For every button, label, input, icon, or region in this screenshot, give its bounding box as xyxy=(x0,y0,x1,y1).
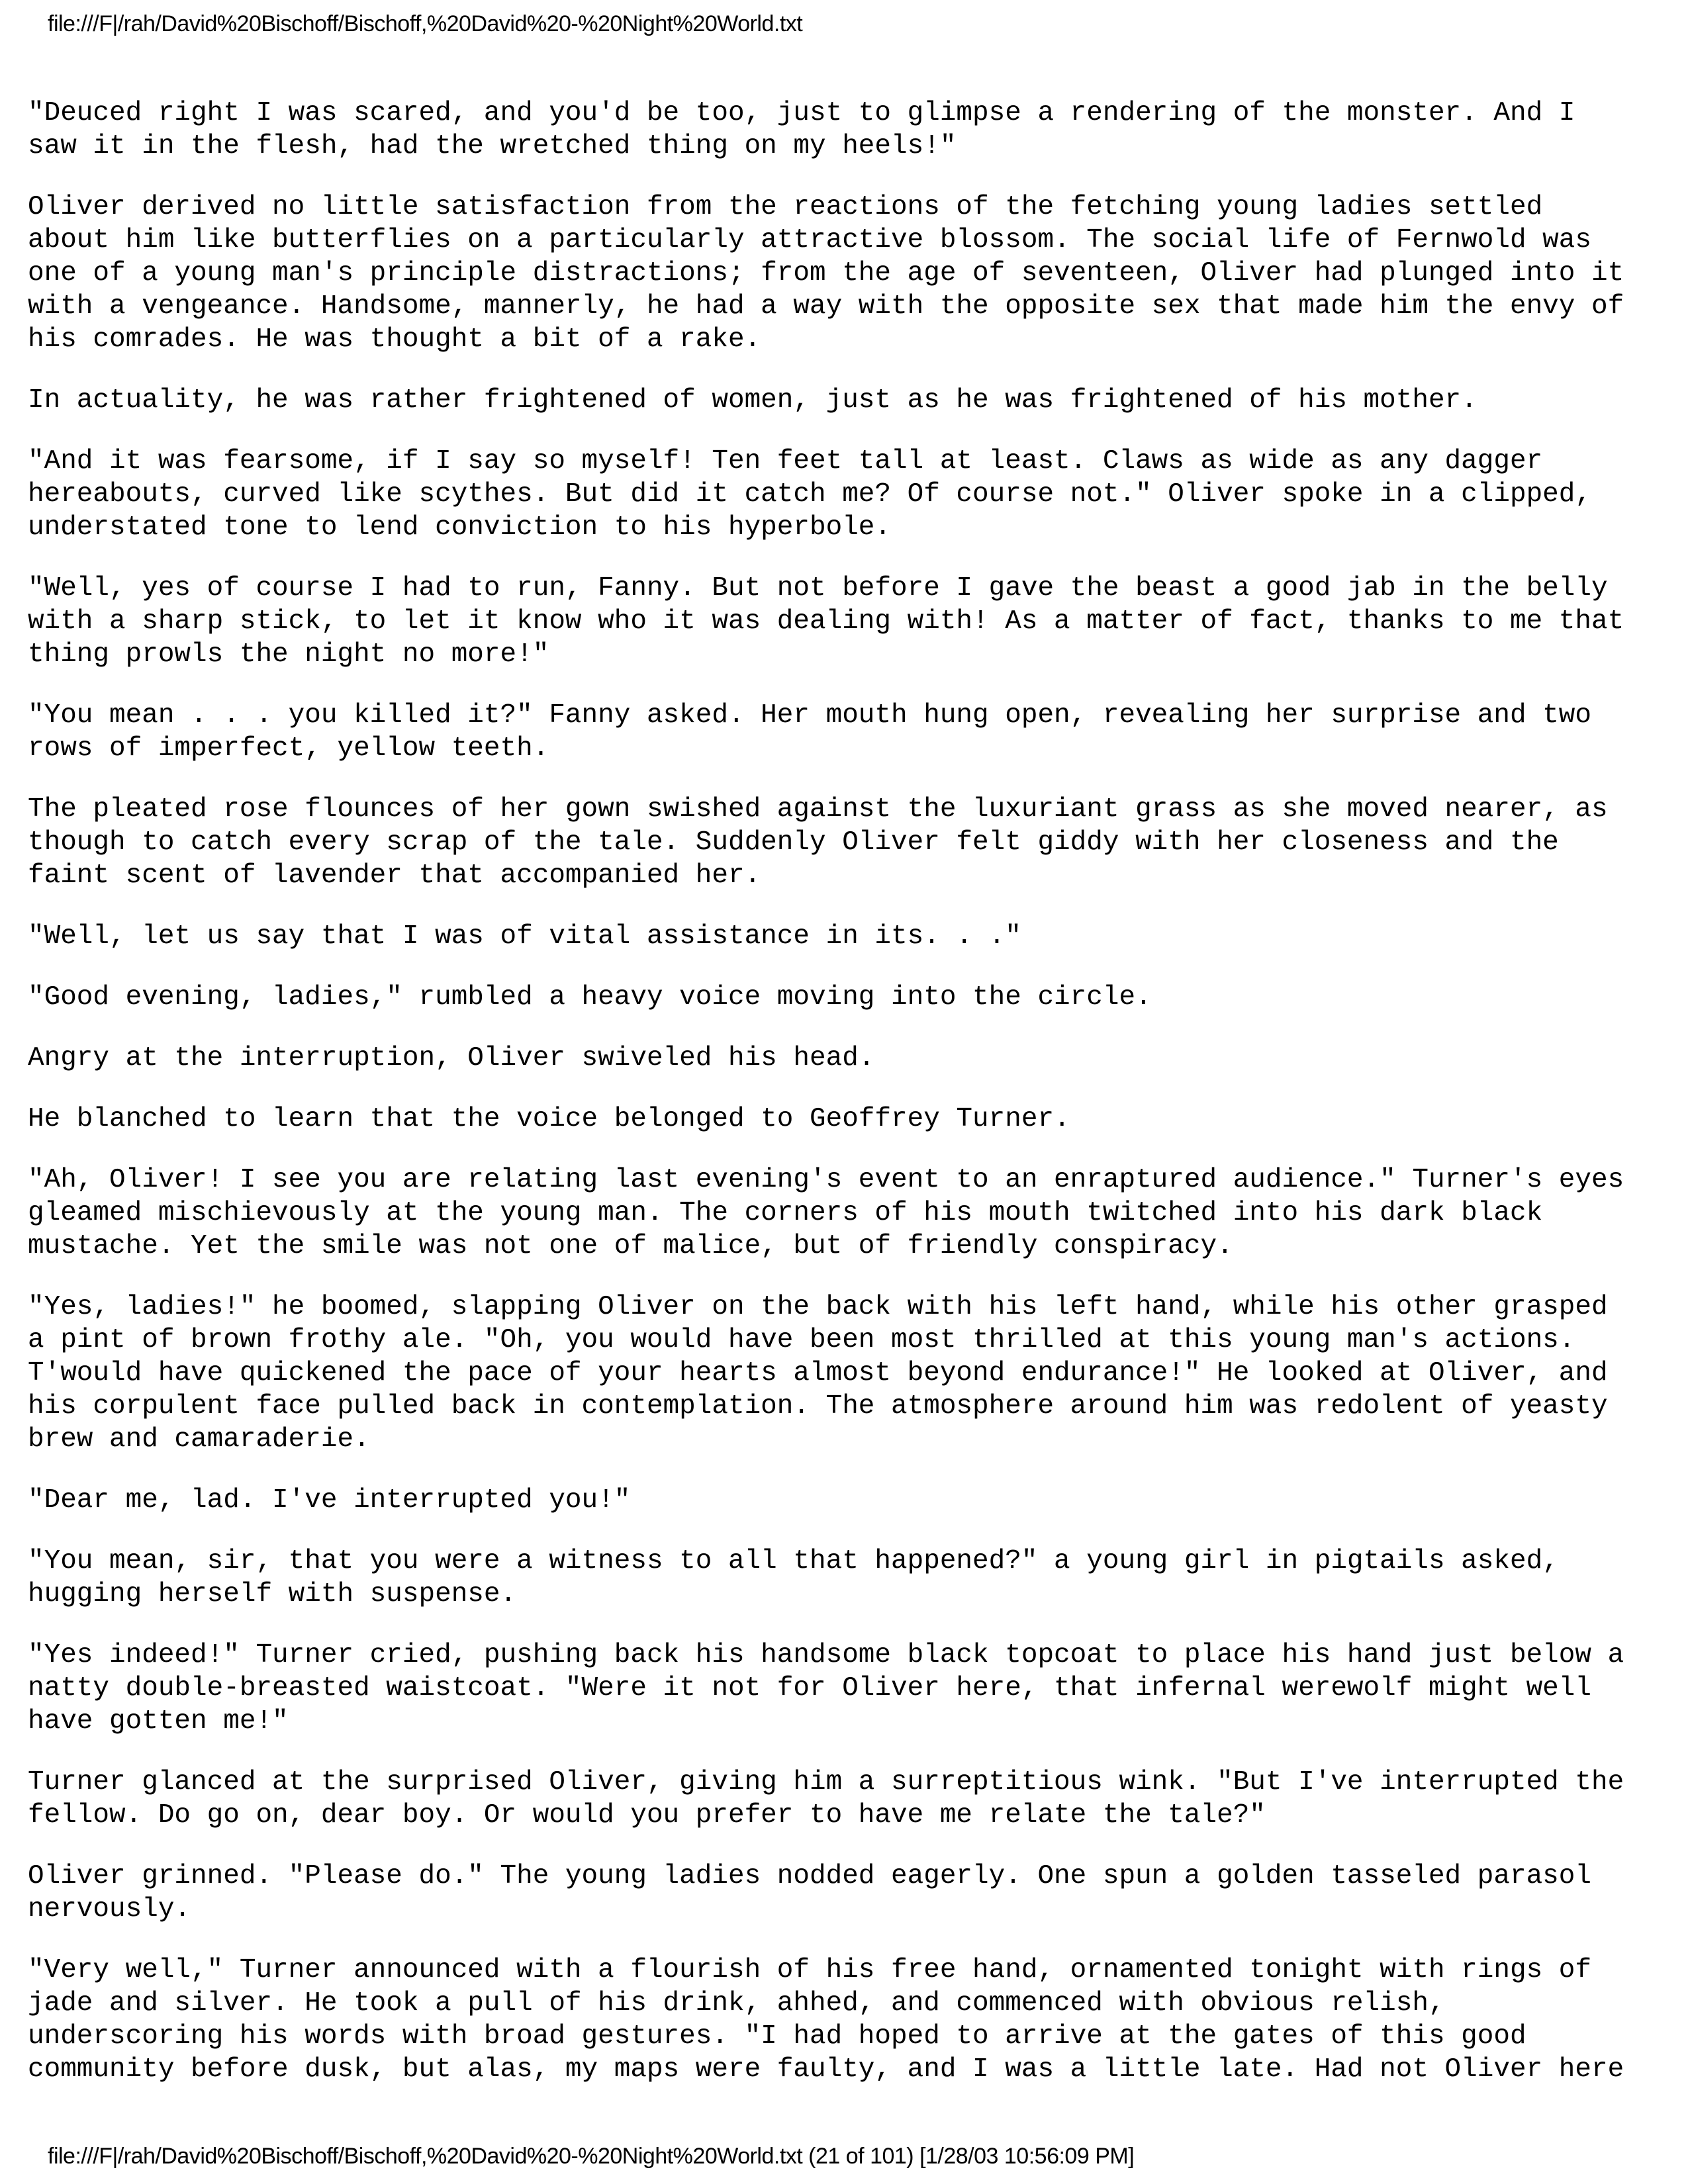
paragraph: "Ah, Oliver! I see you are relating last evening's event to an enraptured audience." Turner's eyes gleamed mischievously at the young man. The corners of his mouth twitched into his dark black mustache. Yet the smile was not one of malice, but of friendly conspiracy. xyxy=(28,1165,1624,1261)
paragraph: The pleated rose flounces of her gown swished against the luxuriant grass as she moved nearer, as though to catch every scrap of the tale. Suddenly Oliver felt giddy with her closeness and the faint scent of lavender that accompanied her. xyxy=(28,794,1608,891)
paragraph: Turner glanced at the surprised Oliver, giving him a surreptitious wink. "But I've interrupted the fellow. Do go on, dear boy. Or would you prefer to have me relate the tale?" xyxy=(28,1767,1624,1831)
paragraph: "Good evening, ladies," rumbled a heavy voice moving into the circle. xyxy=(28,982,1152,1013)
paragraph: He blanched to learn that the voice belonged to Geoffrey Turner. xyxy=(28,1104,1070,1134)
document-body xyxy=(28,97,1669,2114)
footer-page-info: file:///F|/rah/David%20Bischoff/Bischoff,%20David%20-%20Night%20World.txt (21 of 101) [1/28/03 10:56:09 PM] xyxy=(48,2144,1135,2169)
paragraph: "And it was fearsome, if I say so myself! Ten feet tall at least. Claws as wide as any dagger hereabouts, curved like scythes. But did it catch me? Of course not." Oliver spoke in a clipped, understated tone to lend conviction to his hyperbole. xyxy=(28,446,1591,543)
paragraph: "Yes, ladies!" he boomed, slapping Oliver on the back with his left hand, while his other grasped a pint of brown frothy ale. "Oh, you would have been most thrilled at this young man's actions. T'would have quickened the pace of your hearts almost beyond endurance!" He looked at Oliver, and his corpulent face pulled back in contemplation. The atmosphere around him was redolent of yeasty brew and camaraderie. xyxy=(28,1292,1608,1455)
paragraph: "Dear me, lad. I've interrupted you!" xyxy=(28,1485,631,1516)
paragraph: "Well, let us say that I was of vital assistance in its. . ." xyxy=(28,921,1021,952)
paragraph: "You mean . . . you killed it?" Fanny asked. Her mouth hung open, revealing her surprise and two rows of imperfect, yellow teeth. xyxy=(28,700,1591,764)
paragraph: Oliver derived no little satisfaction from the reactions of the fetching young ladies settled about him like butterflies on a particularly attractive blossom. The social life of Fernwold was one of a young man's principle distractions; from the age of seventeen, Oliver had plunged into it with a vengeance. Handsome, mannerly, he had a way with the opposite sex that made him the envy of his comrades. He was thought a bit of a rake. xyxy=(28,192,1624,355)
paragraph: "Well, yes of course I had to run, Fanny. But not before I gave the beast a good jab in the belly with a sharp stick, to let it know who it was dealing with! As a matter of fact, thanks to me that thing prowls the night no more!" xyxy=(28,573,1624,670)
paragraph: "Deuced right I was scared, and you'd be too, just to glimpse a rendering of the monster. And I saw it in the flesh, had the wretched thing on my heels!" xyxy=(28,98,1575,161)
paragraph: Oliver grinned. "Please do." The young ladies nodded eagerly. One spun a golden tasseled parasol nervously. xyxy=(28,1861,1591,1925)
paragraph: Angry at the interruption, Oliver swiveled his head. xyxy=(28,1043,875,1073)
paragraph: In actuality, he was rather frightened of women, just as he was frightened of his mother. xyxy=(28,385,1477,416)
paragraph: "Yes indeed!" Turner cried, pushing back his handsome black topcoat to place his hand just below a natty double-breasted waistcoat. "Were it not for Oliver here, that infernal werewolf might well have gotten me!" xyxy=(28,1640,1624,1737)
paragraph: "You mean, sir, that you were a witness to all that happened?" a young girl in pigtails asked, hugging herself with suspense. xyxy=(28,1546,1559,1610)
paragraph: "Very well," Turner announced with a flourish of his free hand, ornamented tonight with rings of jade and silver. He took a pull of his drink, ahhed, and commenced with obvious relish, underscoring his words with broad gestures. "I had hoped to arrive at the gates of this good community before dusk, but alas, my maps were faulty, and I was a little late. Had not Oliver here xyxy=(28,1955,1624,2085)
header-file-path: file:///F|/rah/David%20Bischoff/Bischoff,%20David%20-%20Night%20World.txt xyxy=(48,11,803,36)
